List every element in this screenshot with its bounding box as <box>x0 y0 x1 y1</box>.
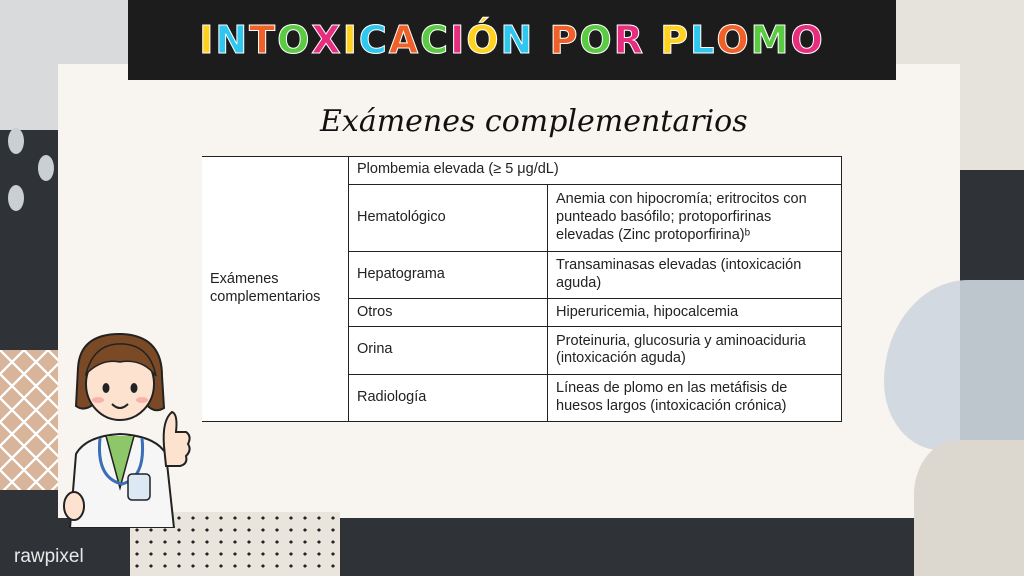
title-letter: I <box>342 18 359 62</box>
table-row-header: Exámenes complementarios <box>202 157 349 422</box>
table-cell-label: Otros <box>349 299 548 327</box>
section-subtitle: Exámenes complementarios <box>320 104 748 139</box>
table-cell-label: Orina <box>349 327 548 374</box>
background-leaf-pattern <box>914 440 1024 576</box>
table-cell-plombemia: Plombemia elevada (≥ 5 μg/dL) <box>349 157 842 185</box>
title-letter: O <box>790 18 825 62</box>
title-letter: P <box>549 18 580 62</box>
table-cell-value: Transaminasas elevadas (intoxicación aguda) <box>548 251 842 298</box>
doctor-thumbs-up-icon <box>50 328 200 528</box>
background-oval <box>38 155 54 181</box>
background-oval <box>8 128 24 154</box>
title-letter: I <box>199 18 216 62</box>
title-letter: T <box>249 18 278 62</box>
table-row <box>202 157 842 185</box>
title-letter: M <box>750 18 791 62</box>
table-cell-value: Proteinuria, glucosuria y aminoaciduria (intoxicación aguda) <box>548 327 842 374</box>
title-letter: O <box>716 18 751 62</box>
table-cell-label: Radiología <box>349 374 548 422</box>
table-cell-value: Hiperuricemia, hipocalcemia <box>548 299 842 327</box>
table-cell-value: Anemia con hipocromía; eritrocitos con punteado basófilo; protoporfirinas elevadas (Zinc protoporfirina)ᵇ <box>548 184 842 251</box>
title-letter <box>645 18 660 62</box>
title-letter: N <box>500 18 535 62</box>
title-letter: P <box>660 18 691 62</box>
title-letter <box>534 18 549 62</box>
background-oval <box>8 185 24 211</box>
title-letter: O <box>579 18 614 62</box>
table-cell-label: Hematológico <box>349 184 548 251</box>
title-letter: N <box>215 18 250 62</box>
title-letter: L <box>690 18 717 62</box>
title-letter: X <box>311 18 343 62</box>
title-letter: C <box>358 18 389 62</box>
table-cell-value: Líneas de plomo en las metáfisis de huesos largos (intoxicación crónica) <box>548 374 842 422</box>
title-letter: O <box>277 18 312 62</box>
title-letter: I <box>450 18 467 62</box>
slide-title <box>199 18 825 62</box>
exams-table <box>202 156 842 422</box>
title-letter: C <box>420 18 451 62</box>
title-letter: R <box>613 18 645 62</box>
watermark: rawpixel <box>14 546 84 567</box>
title-letter: A <box>388 18 421 62</box>
title-bar <box>128 0 896 80</box>
title-letter: Ó <box>466 18 501 62</box>
table-cell-label: Hepatograma <box>349 251 548 298</box>
